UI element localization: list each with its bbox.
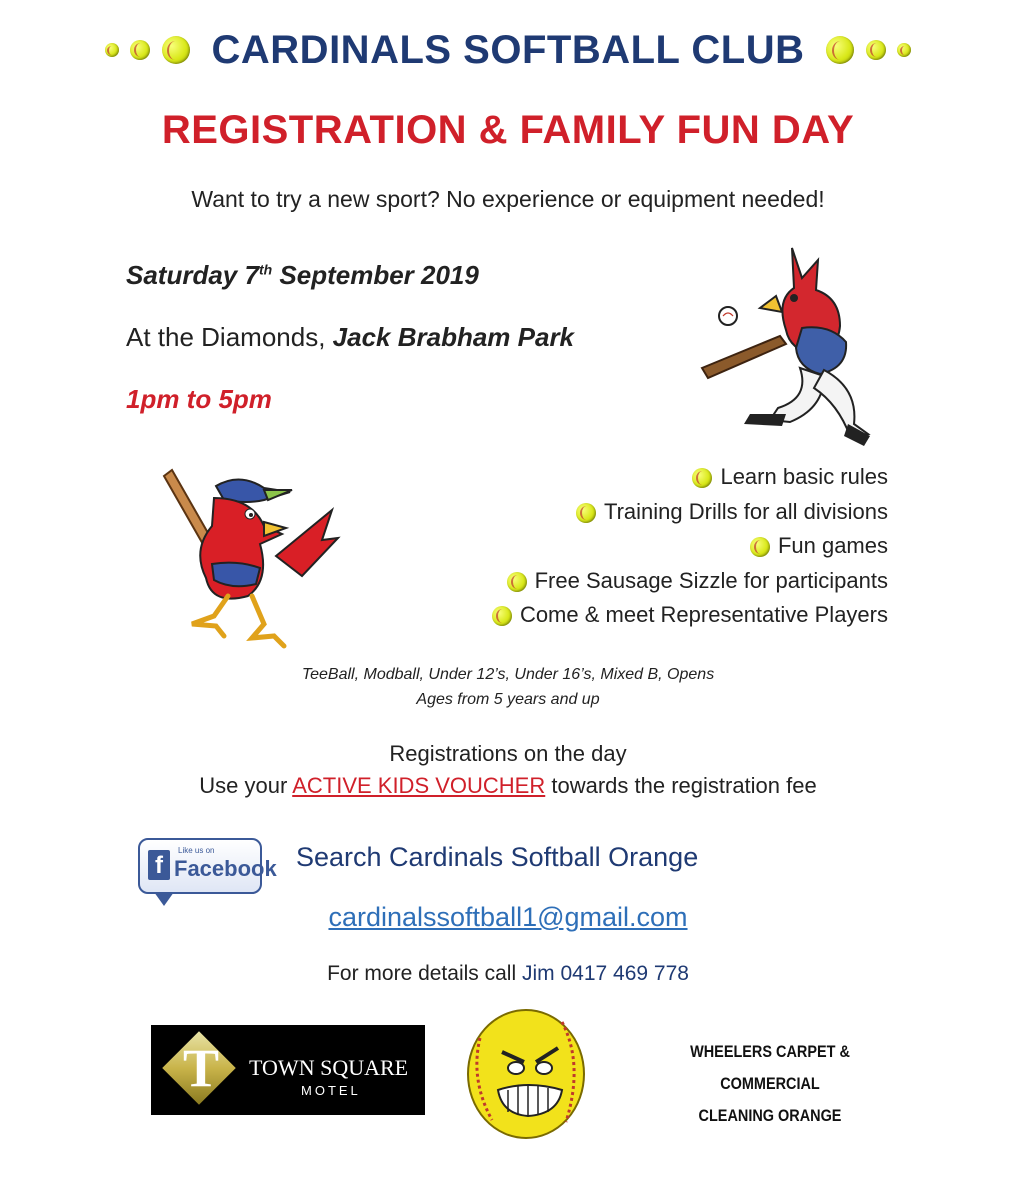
active-kids-voucher-link[interactable]: ACTIVE KIDS VOUCHER	[292, 773, 546, 798]
registration-info	[0, 738, 1016, 802]
softball-icon	[576, 503, 596, 523]
list-item: Fun games	[492, 529, 888, 564]
list-item: Free Sausage Sizzle for participants	[492, 564, 888, 599]
email-link[interactable]: cardinalssoftball1@gmail.com	[328, 902, 688, 932]
divisions-ages: Ages from 5 years and up	[416, 691, 600, 708]
facebook-badge[interactable]: f Like us on Facebook	[138, 838, 262, 894]
phone-contact: Jim 0417 469 778	[521, 962, 689, 985]
softball-icon	[692, 468, 712, 488]
cardinal-batter-illustration	[690, 238, 880, 448]
event-venue: At the Diamonds, Jack Brabham Park	[126, 322, 575, 352]
softball-icon	[866, 40, 886, 60]
softball-icon	[507, 572, 527, 592]
softball-icon	[162, 36, 190, 64]
club-title	[0, 26, 1016, 73]
features-list	[492, 460, 888, 633]
softball-icon	[897, 43, 911, 57]
softball-icon	[750, 537, 770, 557]
event-time: 1pm to 5pm	[126, 384, 272, 414]
event-date: Saturday 7th September 2019	[126, 260, 479, 290]
divisions-list: TeeBall, Modball, Under 12’s, Under 16’s, Mixed B, Opens	[301, 666, 715, 683]
tagline: Want to try a new sport? No experience or equipment needed!	[191, 186, 825, 212]
list-item: Come & meet Representative Players	[492, 598, 888, 633]
facebook-search-text: Search Cardinals Softball Orange	[296, 842, 699, 872]
wheelers-sponsor-text: WHEELERS CARPET & COMMERCIAL CLEANING ORANGE	[690, 1042, 850, 1125]
softball-icon	[105, 43, 119, 57]
event-title: REGISTRATION & FAMILY FUN DAY	[161, 108, 855, 152]
call-info: For more details call Jim 0417 469 778	[327, 962, 689, 985]
voucher-line: Use your ACTIVE KIDS VOUCHER towards the registration fee	[199, 773, 817, 798]
list-item: Learn basic rules	[492, 460, 888, 495]
list-item: Training Drills for all divisions	[492, 495, 888, 530]
cardinal-mascot-illustration	[152, 460, 342, 652]
softball-icon	[130, 40, 150, 60]
divisions	[0, 662, 1016, 712]
club-title-text: CARDINALS SOFTBALL CLUB	[211, 27, 805, 72]
town-square-motel-logo: T TOWN SQUARE MOTEL	[151, 1025, 425, 1115]
facebook-icon: f	[148, 850, 170, 880]
angry-softball-logo	[462, 1004, 592, 1144]
softball-icon	[492, 606, 512, 626]
registration-line: Registrations on the day	[389, 741, 627, 766]
softball-icon	[826, 36, 854, 64]
